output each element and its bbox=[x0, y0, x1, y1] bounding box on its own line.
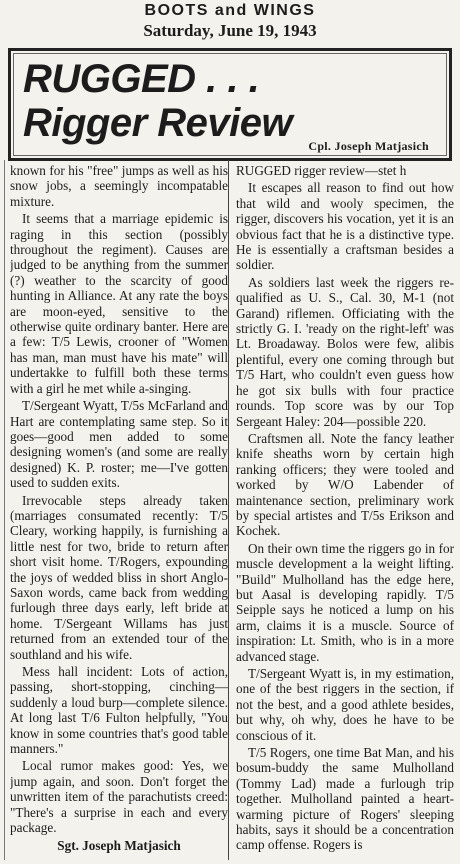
newspaper-name: BOOTS and WINGS bbox=[144, 2, 316, 19]
paragraph: Mess hall incident: Lots of action, passing, short-stopping, cinching—suddenly a loud burp—complete silence. At long last T/6 Fulton helpfully, "You know in some countries that's good table manners." bbox=[10, 664, 228, 757]
issue-date: Saturday, June 19, 1943 bbox=[143, 21, 317, 40]
paragraph: Local rumor makes good: Yes, we jump again, and soon. Don't forget the unwritten item of the parachutists creed: "There's a surprise in each and every package. bbox=[10, 758, 228, 836]
paragraph: Craftsmen all. Note the fancy leather knife sheaths worn by certain high ranking officers; they were tooled and worked by W/O Labender of maintenance section, preliminary work by special artistes and T/5s Erikson and Kochek. bbox=[236, 430, 454, 539]
headline-line-2: Rigger Review bbox=[23, 101, 293, 145]
paragraph: It escapes all reason to find out how that wild and wooly specimen, the rigger, discovers his vocation, yet it is an obvious fact that he is a distinctive type. He is essentially a craftsman besides a soldier. bbox=[236, 180, 454, 273]
paragraph: Irrevocable steps already taken (marriages consumated recently: T/5 Cleary, working happily, is furnishing a little nest for two, bride to return after short visit home. T/Rogers, expounding the joys of wedded bliss in short Anglo-Saxon words, came back from wedding furlough three days early, left bride at home. T/Sergeant Willams has just returned from an extended tour of the southland and his wife. bbox=[10, 492, 228, 662]
article-column-left bbox=[10, 163, 228, 859]
paragraph: On their own time the riggers go in for muscle development a la weight lifting. "Build" Mulholland has the edge here, but Aasal is developing rapidly. T/5 Seipple says he noticed a lump on his arm, claims it is a muscle. Source of inspiration: Lt. Smith, who is in a more advanced stage. bbox=[236, 540, 454, 664]
byline: Cpl. Joseph Matjasich bbox=[308, 139, 429, 153]
paragraph: It seems that a marriage epidemic is raging in this section (possibly throughout the regiment). Causes are judged to be anything from the summer (?) weather to the scarcity of good hunting in Alliance. At any rate the boys are moon-eyed, sensitive to the otherwise quite ordinary banter. Here are a few: T/5 Lewis, crooner of "Women has man, man must have his mate" will undertakke to fulfill both these terms with a girl he met while a-singing. bbox=[10, 211, 228, 396]
paragraph: T/Sergeant Wyatt, T/5s McFarland and Hart are contemplating same step. So it goes—good men added to some designing women's (and some are really designed) K. P. roster; me—I've gotten used to sudden exits. bbox=[10, 398, 228, 491]
paragraph: T/Sergeant Wyatt is, in my estimation, one of the best riggers in the section, if not the best, and a good athlete besides, but why, oh why, does he have to be conscious of it. bbox=[236, 666, 454, 743]
page-left-rule bbox=[4, 160, 5, 860]
paragraph: known for his "free" jumps as well as his snow jobs, a seemingly incompatable mixture. bbox=[10, 163, 228, 209]
headline-line-1: RUGGED . . . bbox=[23, 57, 260, 101]
paragraph: As soldiers last week the riggers re-qualified as U. S., Cal. 30, M-1 (not Garand) riflemen. Officiating with the strictly G. I. 'ready on the right-left' was Lt. Broadaway. Bolos were few, alibis plentiful, every one coming through but T/5 Hart, who couldn't even guess how he got six bulls with four practice rounds. Top score was by our Top Sergeant Haley: 204—possible 220. bbox=[236, 274, 454, 429]
paragraph: RUGGED rigger review—stet h bbox=[236, 163, 407, 178]
article-column-right bbox=[236, 163, 454, 859]
signature-line: Sgt. Joseph Matjasich bbox=[57, 838, 181, 854]
column-divider bbox=[228, 160, 229, 860]
paragraph: T/5 Rogers, one time Bat Man, and his bosum-buddy the same Mulholland (Tommy Lad) made a furlough trip together. Mulholland painted a heart-warming picture of Rogers' sleeping habits, says it should be a concentration camp offense. Rogers is bbox=[236, 745, 454, 853]
headline-box bbox=[8, 48, 452, 161]
